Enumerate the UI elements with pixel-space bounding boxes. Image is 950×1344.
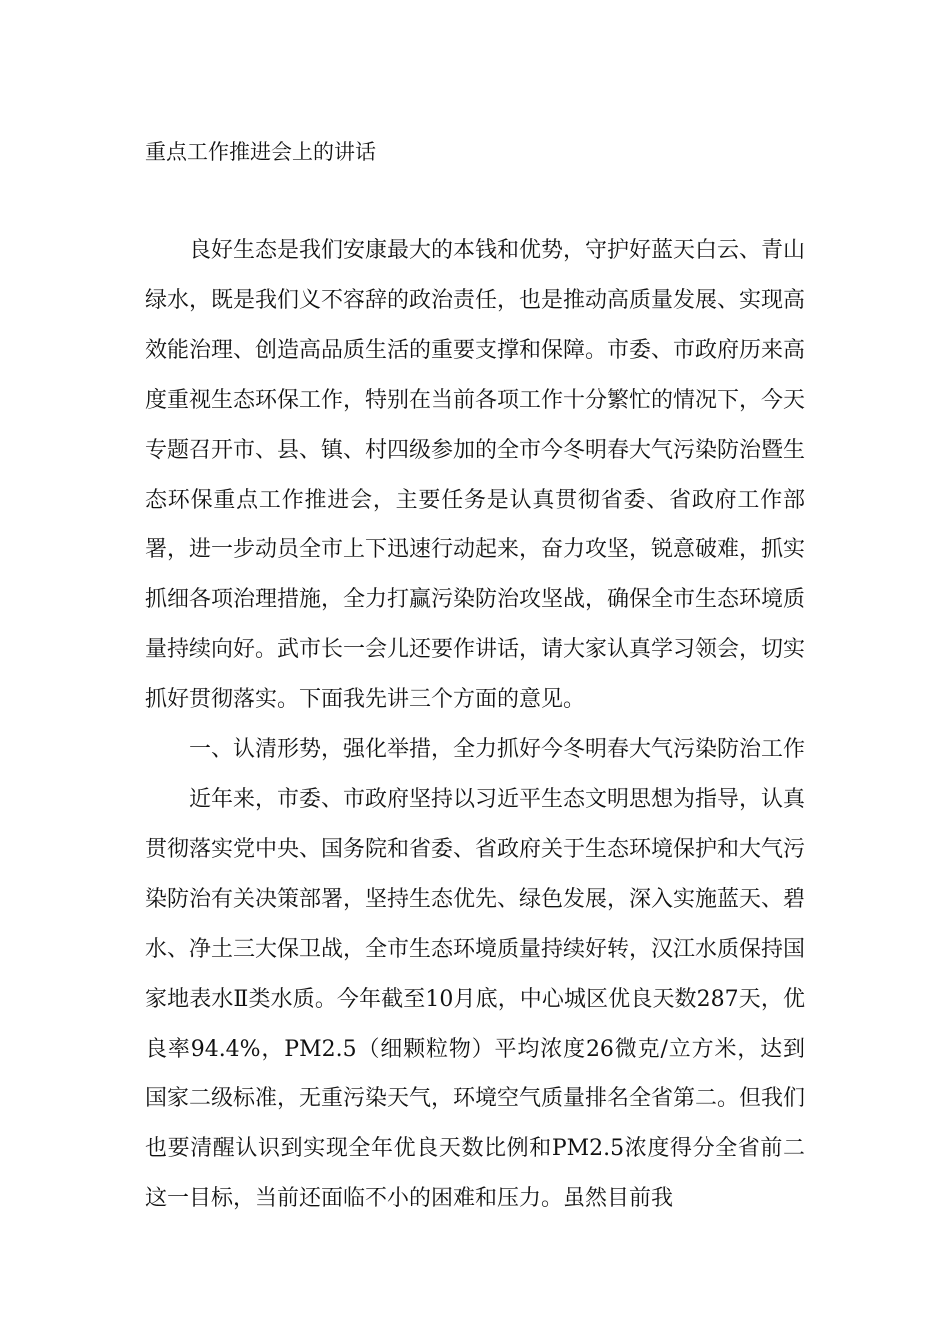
section-heading-one: 一、认清形势，强化举措，全力抓好今冬明春大气污染防治工作 (189, 737, 806, 763)
document-body (145, 226, 805, 1224)
paragraph-section-one: 近年来，市委、市政府坚持以习近平生态文明思想为指导，认真贯彻落实党中央、国务院和省委、省政府关于生态环境保护和大气污染防治有关决策部署，坚持生态优先、绿色发展，深入实施蓝天、碧水、净土三大保卫战，全市生态环境质量持续好转，汉江水质保持国家地表水Ⅱ类水质。今年截至10月底，中心城区优良天数287天，优良率94.4%，PM2.5（细颗粒物）平均浓度26微克/立方米，达到国家二级标准，无重污染天气，环境空气质量排名全省第二。但我们也要清醒认识到实现全年优良天数比例和PM2.5浓度得分全省前二这一目标，当前还面临不小的困难和压力。虽然目前我 (145, 786, 806, 1212)
paragraph-intro: 良好生态是我们安康最大的本钱和优势，守护好蓝天白云、青山绿水，既是我们义不容辞的政治责任，也是推动高质量发展、实现高效能治理、创造高品质生活的重要支撑和保障。市委、市政府历来高度重视生态环保工作，特别在当前各项工作十分繁忙的情况下，今天专题召开市、县、镇、村四级参加的全市今冬明春大气污染防治暨生态环保重点工作推进会，主要任务是认真贯彻省委、省政府工作部署，进一步动员全市上下迅速行动起来，奋力攻坚，锐意破难，抓实抓细各项治理措施，全力打赢污染防治攻坚战，确保全市生态环境质量持续向好。武市长一会儿还要作讲话，请大家认真学习领会，切实抓好贯彻落实。下面我先讲三个方面的意见。 (145, 238, 806, 713)
document-title: 重点工作推进会上的讲话 (145, 140, 376, 164)
